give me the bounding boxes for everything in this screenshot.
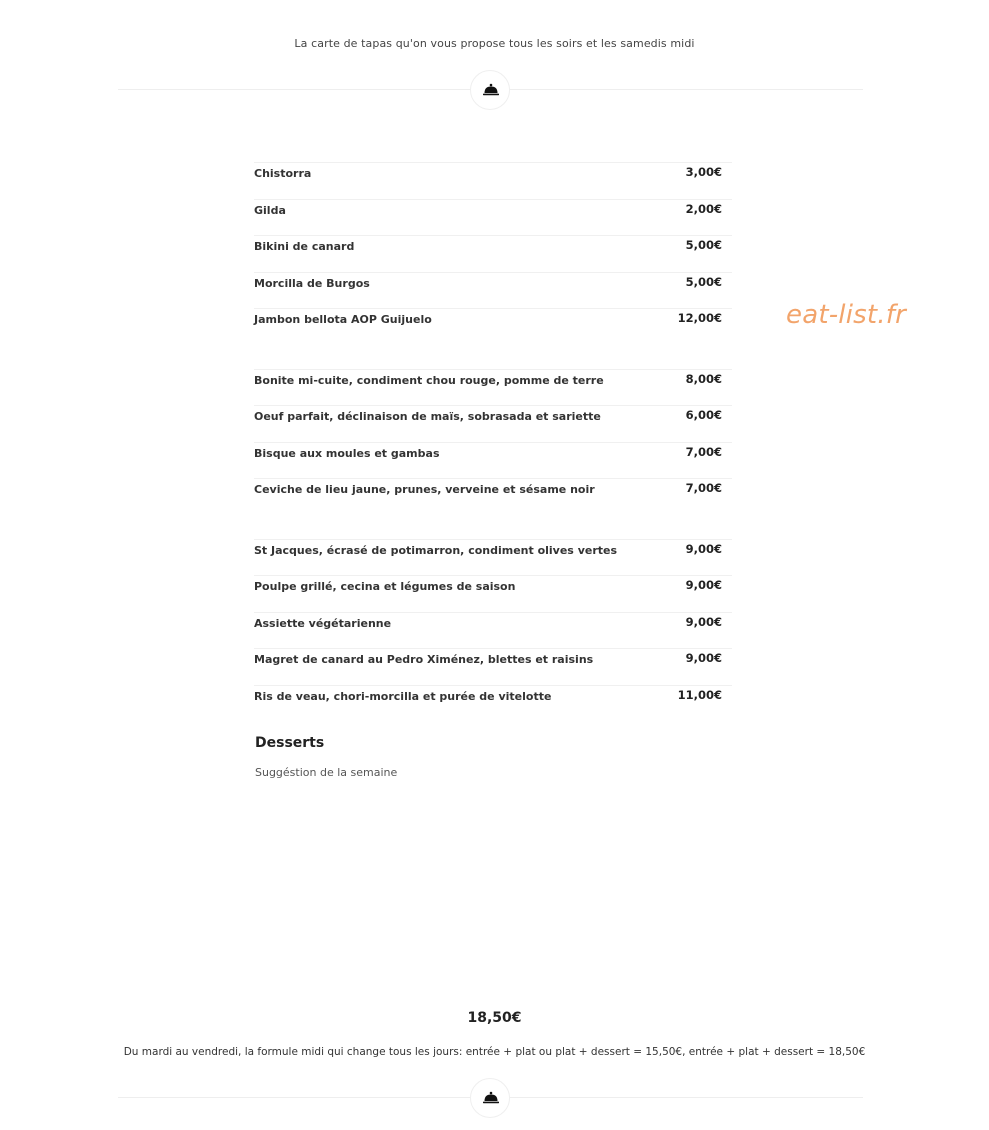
menu-item-price: 8,00€ — [685, 371, 722, 386]
menu-item — [254, 575, 732, 612]
section-divider-bottom — [118, 1078, 863, 1118]
menu-item — [254, 442, 732, 479]
menu-item-name: Morcilla de Burgos — [254, 276, 370, 290]
cloche-icon — [482, 83, 500, 97]
menu-item-name: Bisque aux moules et gambas — [254, 446, 440, 460]
menu-item — [254, 162, 732, 199]
menu-item-name: Bikini de canard — [254, 240, 355, 253]
menu-item-name: Ceviche de lieu jaune, prunes, verveine et sésame noir — [254, 483, 595, 496]
menu-group-2 — [254, 369, 732, 515]
menu-item-price: 9,00€ — [685, 651, 722, 665]
desserts-subtitle: Suggéstion de la semaine — [255, 766, 398, 779]
watermark-text: eat-list.fr — [786, 300, 906, 330]
menu-item — [254, 405, 732, 442]
tapas-menu — [254, 162, 732, 721]
menu-group-3 — [254, 539, 732, 722]
menu-item-name: Poulpe grillé, cecina et légumes de saison — [254, 580, 516, 593]
divider-badge — [470, 1078, 510, 1118]
menu-item-price: 6,00€ — [685, 408, 722, 422]
menu-item — [254, 539, 732, 576]
intro-text: La carte de tapas qu'on vous propose tous les soirs et les samedis midi — [294, 37, 695, 50]
menu-item — [254, 199, 732, 236]
cloche-icon — [482, 1091, 500, 1105]
group-spacer — [254, 345, 732, 369]
group-spacer — [254, 515, 732, 539]
menu-item-price: 9,00€ — [685, 614, 722, 629]
menu-item — [254, 612, 732, 649]
menu-item-price: 5,00€ — [685, 238, 722, 252]
menu-item-name: Chistorra — [254, 167, 312, 180]
menu-item-price: 5,00€ — [685, 274, 722, 289]
menu-item-price: 12,00€ — [677, 311, 722, 325]
menu-item-name: Ris de veau, chori-morcilla et purée de vitelotte — [254, 689, 552, 703]
menu-item-price: 3,00€ — [685, 165, 722, 179]
divider-badge — [470, 70, 510, 110]
desserts-heading: Desserts — [255, 735, 325, 751]
formula-price: 18,50€ — [467, 1010, 522, 1026]
menu-item — [254, 648, 732, 685]
menu-item-name: Bonite mi-cuite, condiment chou rouge, pomme de terre — [254, 373, 604, 387]
menu-item-price: 9,00€ — [685, 541, 722, 556]
menu-group-1 — [254, 162, 732, 345]
formula-description: Du mardi au vendredi, la formule midi qui change tous les jours: entrée + plat ou plat + dessert = 15,50€, entrée + plat + dessert = 18,50€ — [123, 1046, 866, 1058]
menu-item-name: Gilda — [254, 203, 286, 217]
menu-item-name: St Jacques, écrasé de potimarron, condiment olives vertes — [254, 543, 618, 557]
menu-item-name: Assiette végétarienne — [254, 616, 392, 630]
menu-item-name: Magret de canard au Pedro Ximénez, blettes et raisins — [254, 653, 594, 666]
menu-item — [254, 478, 732, 515]
menu-item — [254, 369, 732, 406]
menu-item — [254, 685, 732, 722]
menu-item-price: 2,00€ — [685, 201, 722, 216]
menu-item — [254, 235, 732, 272]
menu-item-price: 7,00€ — [685, 481, 722, 495]
menu-item-name: Oeuf parfait, déclinaison de maïs, sobrasada et sariette — [254, 410, 601, 423]
menu-item — [254, 308, 732, 345]
menu-item-price: 7,00€ — [685, 444, 722, 459]
section-divider-top — [118, 70, 863, 110]
menu-item-name: Jambon bellota AOP Guijuelo — [254, 313, 432, 326]
menu-item-price: 11,00€ — [677, 687, 722, 702]
menu-item-price: 9,00€ — [685, 578, 722, 592]
menu-item — [254, 272, 732, 309]
